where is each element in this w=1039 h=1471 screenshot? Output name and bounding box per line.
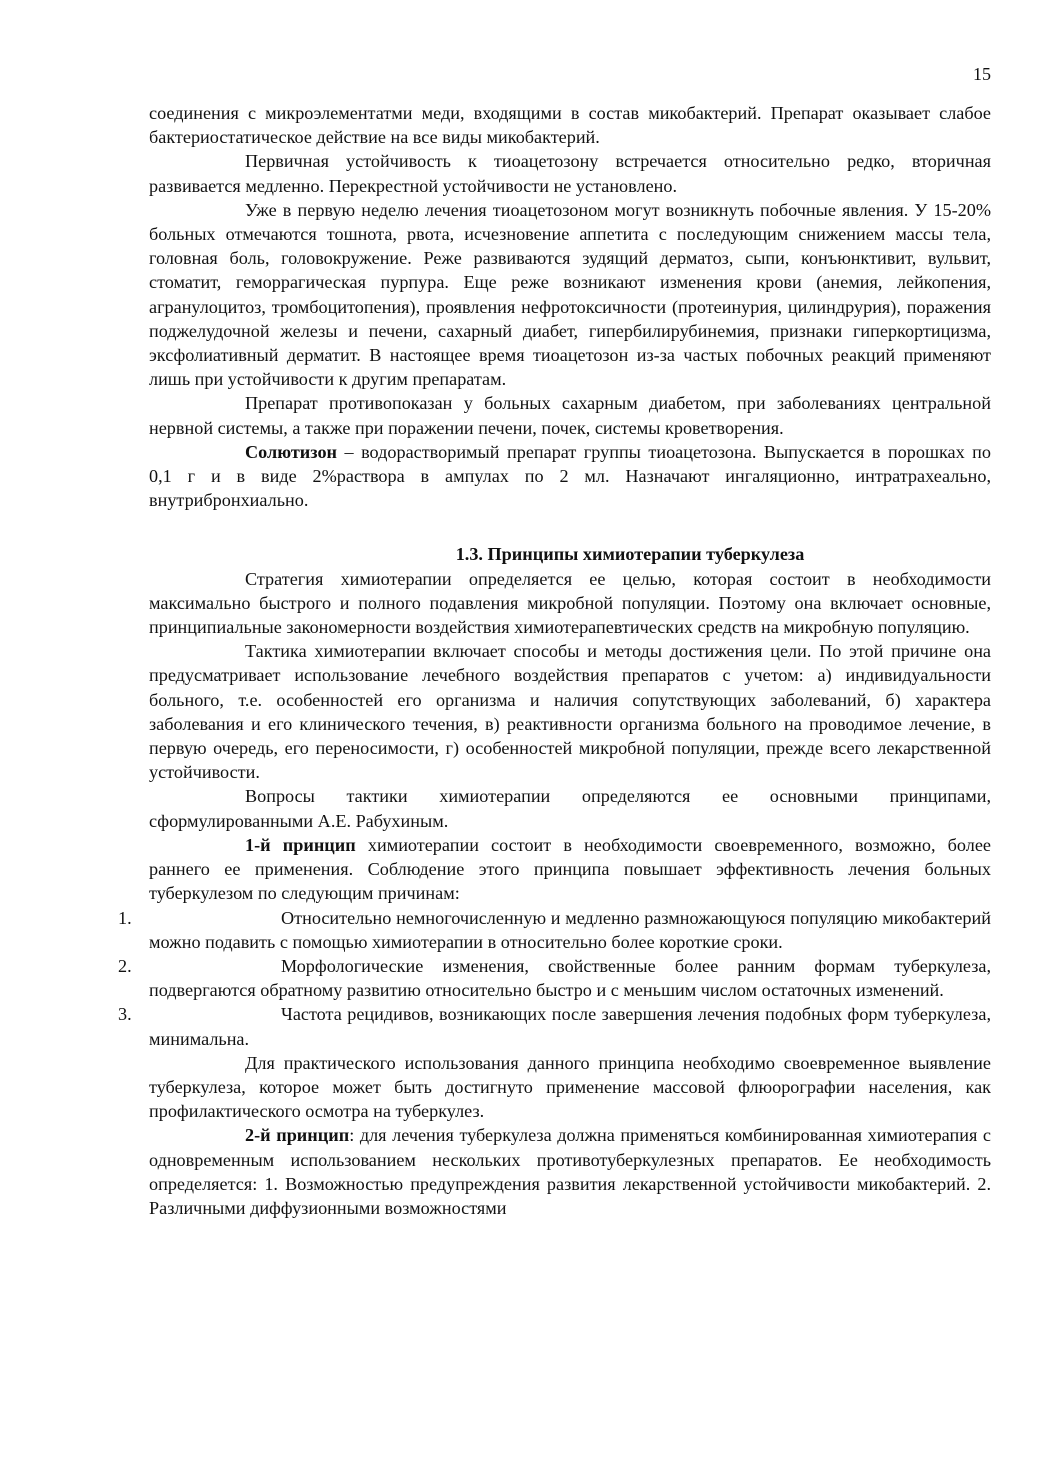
page-number: 15 [973,64,991,84]
section-heading: 1.3. Принципы химиотерапии туберкулеза [455,544,805,565]
paragraph: соединения с микроэлементатми меди, входящими в состав микобактерий. Препарат оказывает слабое бактериостатическое действие на все виды микобактерий. [149,103,991,148]
term-bold: 2-й принцип [245,1125,350,1146]
list-item: 1. Относительно немногочисленную и медленно размножающуюся популяцию микобактерий можно подавить с помощью химиотерапии в относительно более короткие сроки. [118,907,991,952]
paragraph-solyutizon: Солютизон – водорастворимый препарат группы тиоацетозона. Выпускается в порошках по 0,1 г и в виде 2%раствора в ампулах по 2 мл. Назначают ингаляционно, интратрахеально, внутрибронхиально. [149,441,991,511]
list-number: 3. [118,1004,132,1025]
paragraph: Тактика химиотерапии включает способы и методы достижения цели. По этой причине она предусматривает использование лечебного воздействия препаратов с учетом: а) индивидуальности больного, т.е. особенностей его организма и наличия сопутствующих заболеваний, б) характера заболевания и его клинического течения, в) реактивности организма больного на проводимое лечение, в первую очередь, его переносимости, г) особенностей микробной популяции, прежде всего лекарственной устойчивости. [149,641,991,783]
paragraph: Уже в первую неделю лечения тиоацетозоном могут возникнуть побочные явления. У 15-20% больных отмечаются тошнота, рвота, исчезновение аппетита с последующим снижением массы тела, головная боль, головокружение. Реже развиваются зудящий дерматоз, сыпи, конъюнктивит, вульвит, стоматит, геморрагическая пурпура. Еще реже возникают изменения крови (анемия, лейкопения, агранулоцитоз, тромбоцитопения), проявления нефротоксичности (протеинурия, цилиндрурия), поражения поджелудочной железы и печени, сахарный диабет, гипербилирубинемия, признаки гиперкортицизма, эксфолиативный дерматит. В настоящее время тиоацетозон из-за частых побочных реакций применяют лишь при устойчивости к другим препаратам. [149,199,991,390]
paragraph-principle-2: 2-й принцип: для лечения туберкулеза должна применяться комбинированная химиотерапия с одновременным использованием нескольких противотуберкулезных препаратов. Ее необходимость определяется: 1. Возможностью предупреждения развития лекарственной устойчивости микобактерий. 2. Различными диффузионными возможностями [149,1125,991,1218]
list-item: 3. Частота рецидивов, возникающих после завершения лечения подобных форм туберкулеза, минимальна. [118,1004,991,1049]
paragraph: Для практического использования данного принципа необходимо своевременное выявление туберкулеза, которое может быть достигнуто применение массовой флюорографии населения, как профилактического осмотра на туберкулез. [149,1052,991,1122]
paragraph: Первичная устойчивость к тиоацетозону встречается относительно редко, вторичная развивается медленно. Перекрестной устойчивости не установлено. [149,151,991,196]
term-bold: Солютизон [245,441,338,462]
paragraph: Стратегия химиотерапии определяется ее целью, которая состоит в необходимости максимально быстрого и полного подавления микробной популяции. Поэтому она включает основные, принципиальные закономерности воздействия химиотерапевтических средств на микробную популяцию. [149,568,991,638]
paragraph: Вопросы тактики химиотерапии определяются ее основными принципами, сформулированными А.Е. Рабухиным. [149,786,991,831]
term-bold: 1-й принцип [245,834,356,855]
list-number: 1. [118,907,132,928]
document-body [118,101,991,1220]
paragraph-principle-1: 1-й принцип химиотерапии состоит в необходимости своевременного, возможно, более раннего ее применения. Соблюдение этого принципа повышает эффективность лечения больных туберкулезом по следующим причинам: [149,834,991,904]
paragraph: Препарат противопоказан у больных сахарным диабетом, при заболеваниях центральной нервной системы, а также при поражении печени, почек, системы кроветворения. [149,393,991,438]
list-number: 2. [118,955,132,976]
list-item: 2. Морфологические изменения, свойственные более ранним формам туберкулеза, подвергаются обратному развитию относительно быстро и с меньшим числом остаточных изменений. [118,955,991,1001]
